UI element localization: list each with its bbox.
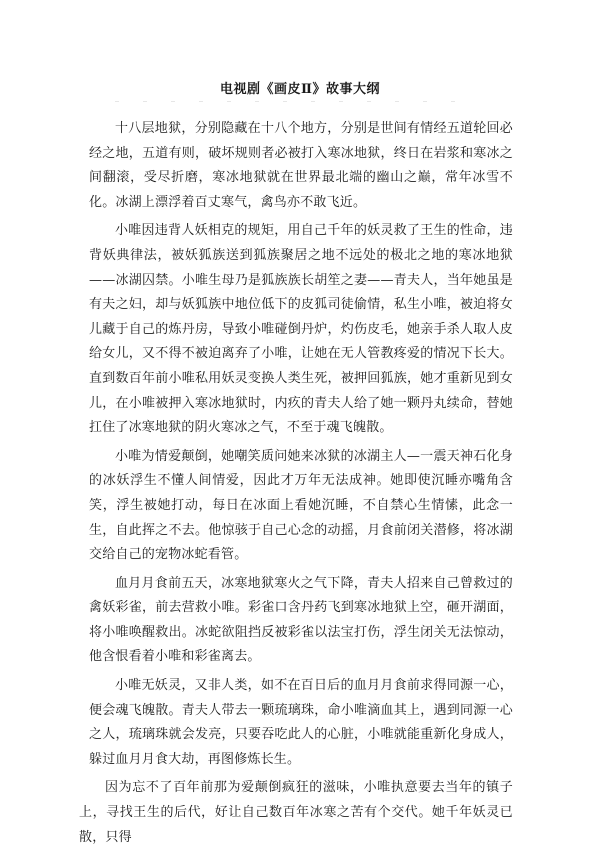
faint-divider bbox=[115, 101, 475, 102]
paragraph-ice-demon-fusheng: 小唯为情爱颠倒，她嘲笑质问她来冰狱的冰湖主人—一震天神石化身的冰妖浮生不懂人间情爱，因此才万年无法成神。她即使沉睡亦嘴角含笑，浮生被她打动，每日在冰面上看她沉睡，不自禁心生情愫，此念一生，自此挥之不去。他惊骇于自己心念的动摇，月食前闭关潜修，将冰湖交给自己的宠物冰蛇看管。 bbox=[89, 448, 513, 563]
document-title: 电视剧《画皮Ⅱ》故事大纲 bbox=[220, 82, 380, 97]
paragraph-rescue: 血月月食前五天，冰寒地狱寒火之气下降，青夫人招来自己曾救过的禽妖彩雀，前去营救小唯。彩雀口含丹药飞到寒冰地狱上空，砸开湖面，将小唯唤醒救出。冰蛇欲阻挡反被彩雀以法宝打伤，浮生闭关无法惊动，他含恨看着小唯和彩雀离去。 bbox=[89, 575, 513, 665]
paragraph-hell-intro: 十八层地狱，分别隐藏在十八个地方，分别是世间有情经五道轮回必经之地，五道有则，破坏规则者必被打入寒冰地狱，终日在岩浆和寒冰之间翻滚，受尽折磨，寒冰地狱就在世界最北端的幽山之巅，常年冰雪不化。冰湖上漂浮着百丈寒气，禽鸟亦不敢飞近。 bbox=[89, 121, 513, 210]
paragraph-return-town: 因为忘不了百年前那为爱颠倒疯狂的滋味，小唯执意要去当年的镇子上，寻找王生的后代，好让自己数百年冰寒之苦有个交代。她千年妖灵已散，只得 bbox=[79, 780, 513, 845]
paragraph-glass-bead: 小唯无妖灵，又非人类，如不在百日后的血月月食前求得同源一心，便会魂飞魄散。青夫人带去一颗琉璃珠，命小唯滴血其上，遇到同源一心之人，琉璃珠就会发亮，只要吞吃此人的心脏，小唯就能重新化身成人，躲过血月月食大劫，再图修炼长生。 bbox=[89, 678, 513, 767]
paragraph-xiaowei-imprisoned: 小唯因违背人妖相克的规矩，用自己千年的妖灵救了王生的性命，违背妖典律法，被妖狐族送到狐族聚居之地不远处的极北之地的寒冰地狱——冰湖囚禁。小唯生母乃是狐族族长胡笙之妻——青夫人，当年她虽是有夫之妇，却与妖狐族中地位低下的皮狐司徒偷情，私生小唯，被迫将女儿藏于自己的炼丹房，导致小唯碰倒丹炉，灼伤皮毛，她亲手杀人取人皮给女儿，又不得不被迫离弃了小唯，让她在无人管教疼爱的情况下长大。直到数百年前小唯私用妖灵变换人类生死，被押回狐族，她才重新见到女儿，在小唯被押入寒冰地狱时，内疚的青夫人给了她一颗丹丸续命，替她扛住了冰寒地狱的阴火寒冰之气，不至于魂飞魄散。 bbox=[89, 223, 513, 436]
document-body bbox=[79, 117, 513, 850]
